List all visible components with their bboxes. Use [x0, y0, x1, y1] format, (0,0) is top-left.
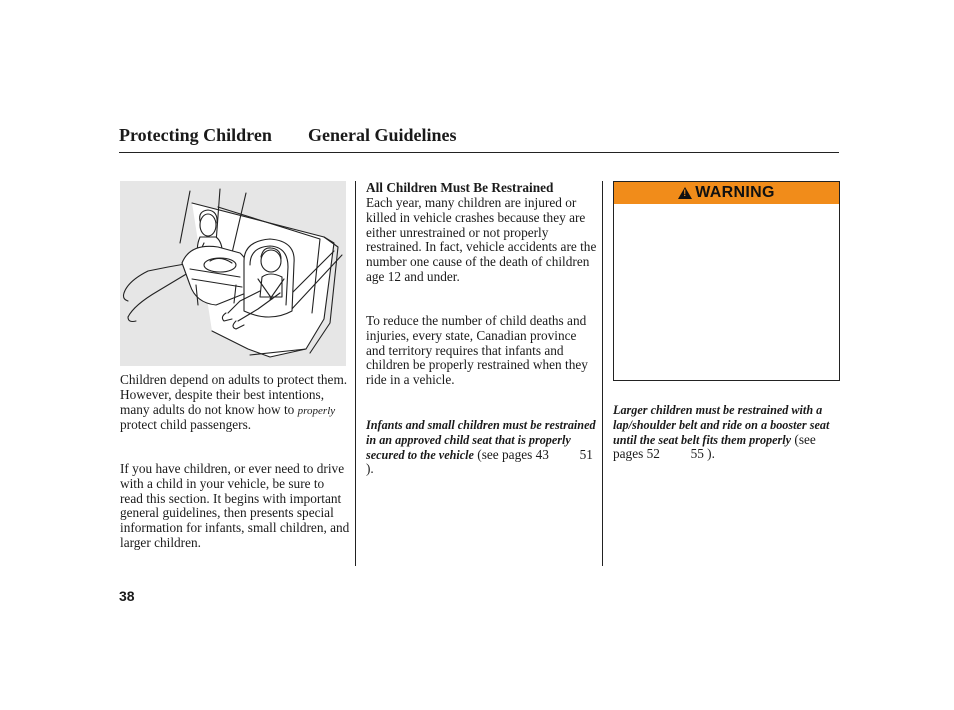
restraint-paragraph-2: To reduce the number of child deaths and injuries, every state, Canadian province and territory requires that infants and children be properly restrained when they ride in a vehicle.	[366, 313, 588, 388]
intro-emphasis: properly	[297, 404, 336, 417]
column-divider-right	[602, 181, 603, 566]
page-header	[119, 125, 839, 153]
intro-paragraph-1	[120, 373, 350, 433]
intro-text-a: Children depend on adults to protect them. However, despite their best intentions, many adults do not know how to	[120, 372, 348, 417]
warning-triangle-icon	[678, 187, 692, 199]
infant-restraint-emphasis: Infants and small children must be restrained in an approved child seat that is properly secured to the vehicle	[366, 418, 596, 462]
restraint-heading: All Children Must Be Restrained	[366, 180, 554, 195]
intro-paragraph-2: If you have children, or ever need to drive with a child in your vehicle, be sure to read this section. It begins with important general guidelines, then presents special information for infants, small children, and larger children.	[120, 461, 350, 550]
warning-box	[613, 181, 840, 381]
column-divider-left	[355, 181, 356, 566]
subsection-title: General Guidelines	[308, 125, 457, 145]
warning-label: WARNING	[695, 184, 775, 201]
infant-pages-ref-b: 51 ).	[366, 446, 593, 477]
larger-pages-ref-b: 55 ).	[690, 446, 715, 462]
infant-pages-ref-a: (see pages 43	[477, 446, 549, 462]
section-title: Protecting Children	[119, 125, 272, 145]
restraint-paragraph-3	[366, 418, 598, 477]
page-number: 38	[119, 588, 135, 604]
larger-children-emphasis: Larger children must be restrained with a lap/shoulder belt and ride on a booster seat until the seat belt fits them properly	[613, 403, 830, 447]
larger-children-paragraph	[613, 403, 841, 462]
restraint-paragraph-1: Each year, many children are injured or killed in vehicle crashes because they are either unrestrained or not properly restrained. In fact, vehicle accidents are the number one cause of the death of children age 12 and under.	[366, 195, 597, 284]
children-in-car-seats-illustration	[120, 181, 346, 366]
larger-pages-ref-a: (see pages 52	[613, 431, 816, 462]
warning-bar	[614, 182, 839, 204]
intro-text-b: protect child passengers.	[120, 417, 252, 433]
